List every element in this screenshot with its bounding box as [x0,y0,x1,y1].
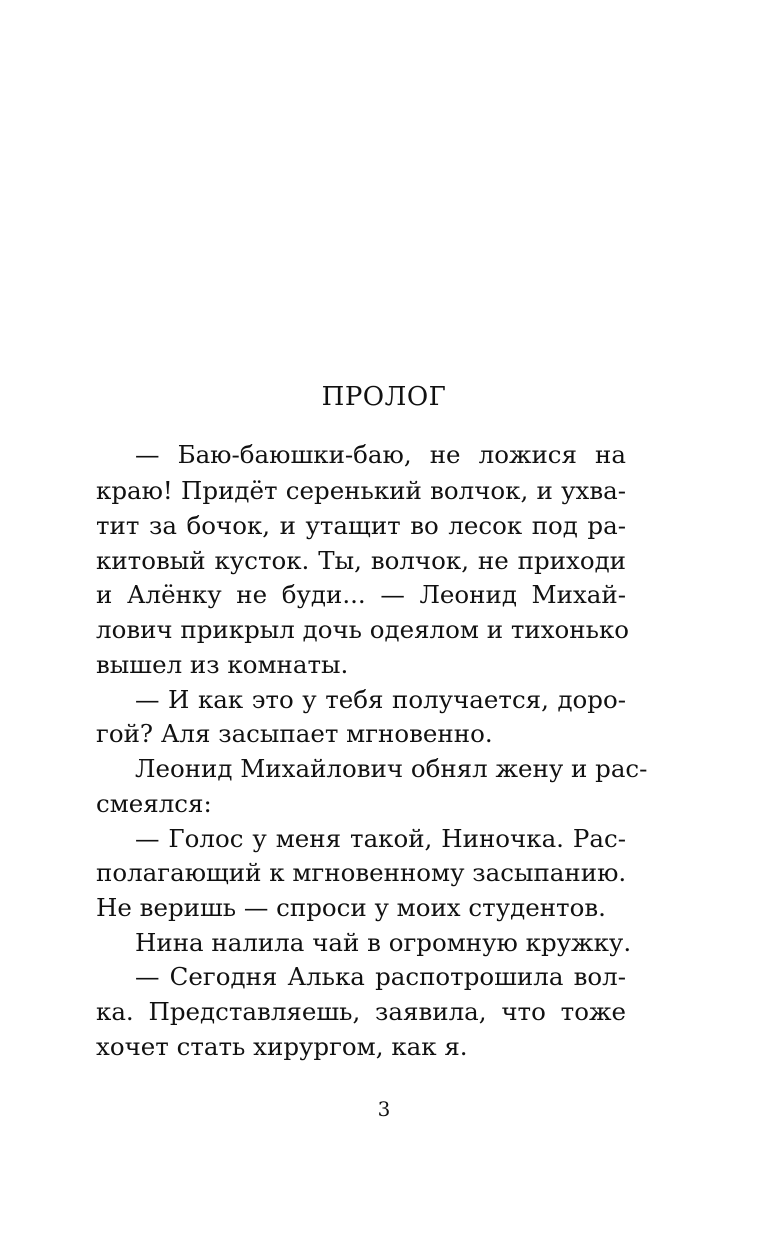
text-line: Не веришь — спроси у моих студентов. [96,893,606,922]
text-line: — И как это у тебя получается, доро- [135,685,626,714]
text-line: гой? Аля засыпает мгновенно. [96,719,493,748]
text-line: китовый кусток. Ты, волчок, не приходи [96,546,626,575]
text-line: ка. Представляешь, заявила, что тоже [96,997,626,1026]
text-line: смеялся: [96,789,212,818]
text-line: краю! Придёт серенький волчок, и ухва- [96,476,626,505]
text-line: тит за бочок, и утащит во лесок под ра- [96,511,626,540]
page-number: 3 [377,1097,391,1121]
text-line: — Голос у меня такой, Ниночка. Рас- [135,824,626,853]
text-line: полагающий к мгновенному засыпанию. [96,858,627,887]
text-line: — Сегодня Алька распотрошила вол- [135,962,626,991]
text-line: и Алёнку не буди... — Леонид Михай- [96,580,626,609]
text-line: хочет стать хирургом, как я. [96,1032,468,1061]
chapter-heading: ПРОЛОГ [321,382,447,412]
text-line: Нина налила чай в огромную кружку. [135,928,632,957]
text-line: — Баю-баюшки-баю, не ложися на [135,440,626,469]
text-line: вышел из комнаты. [96,650,349,679]
text-line: лович прикрыл дочь одеялом и тихонько [96,615,630,644]
text-line: Леонид Михайлович обнял жену и рас- [135,754,648,783]
